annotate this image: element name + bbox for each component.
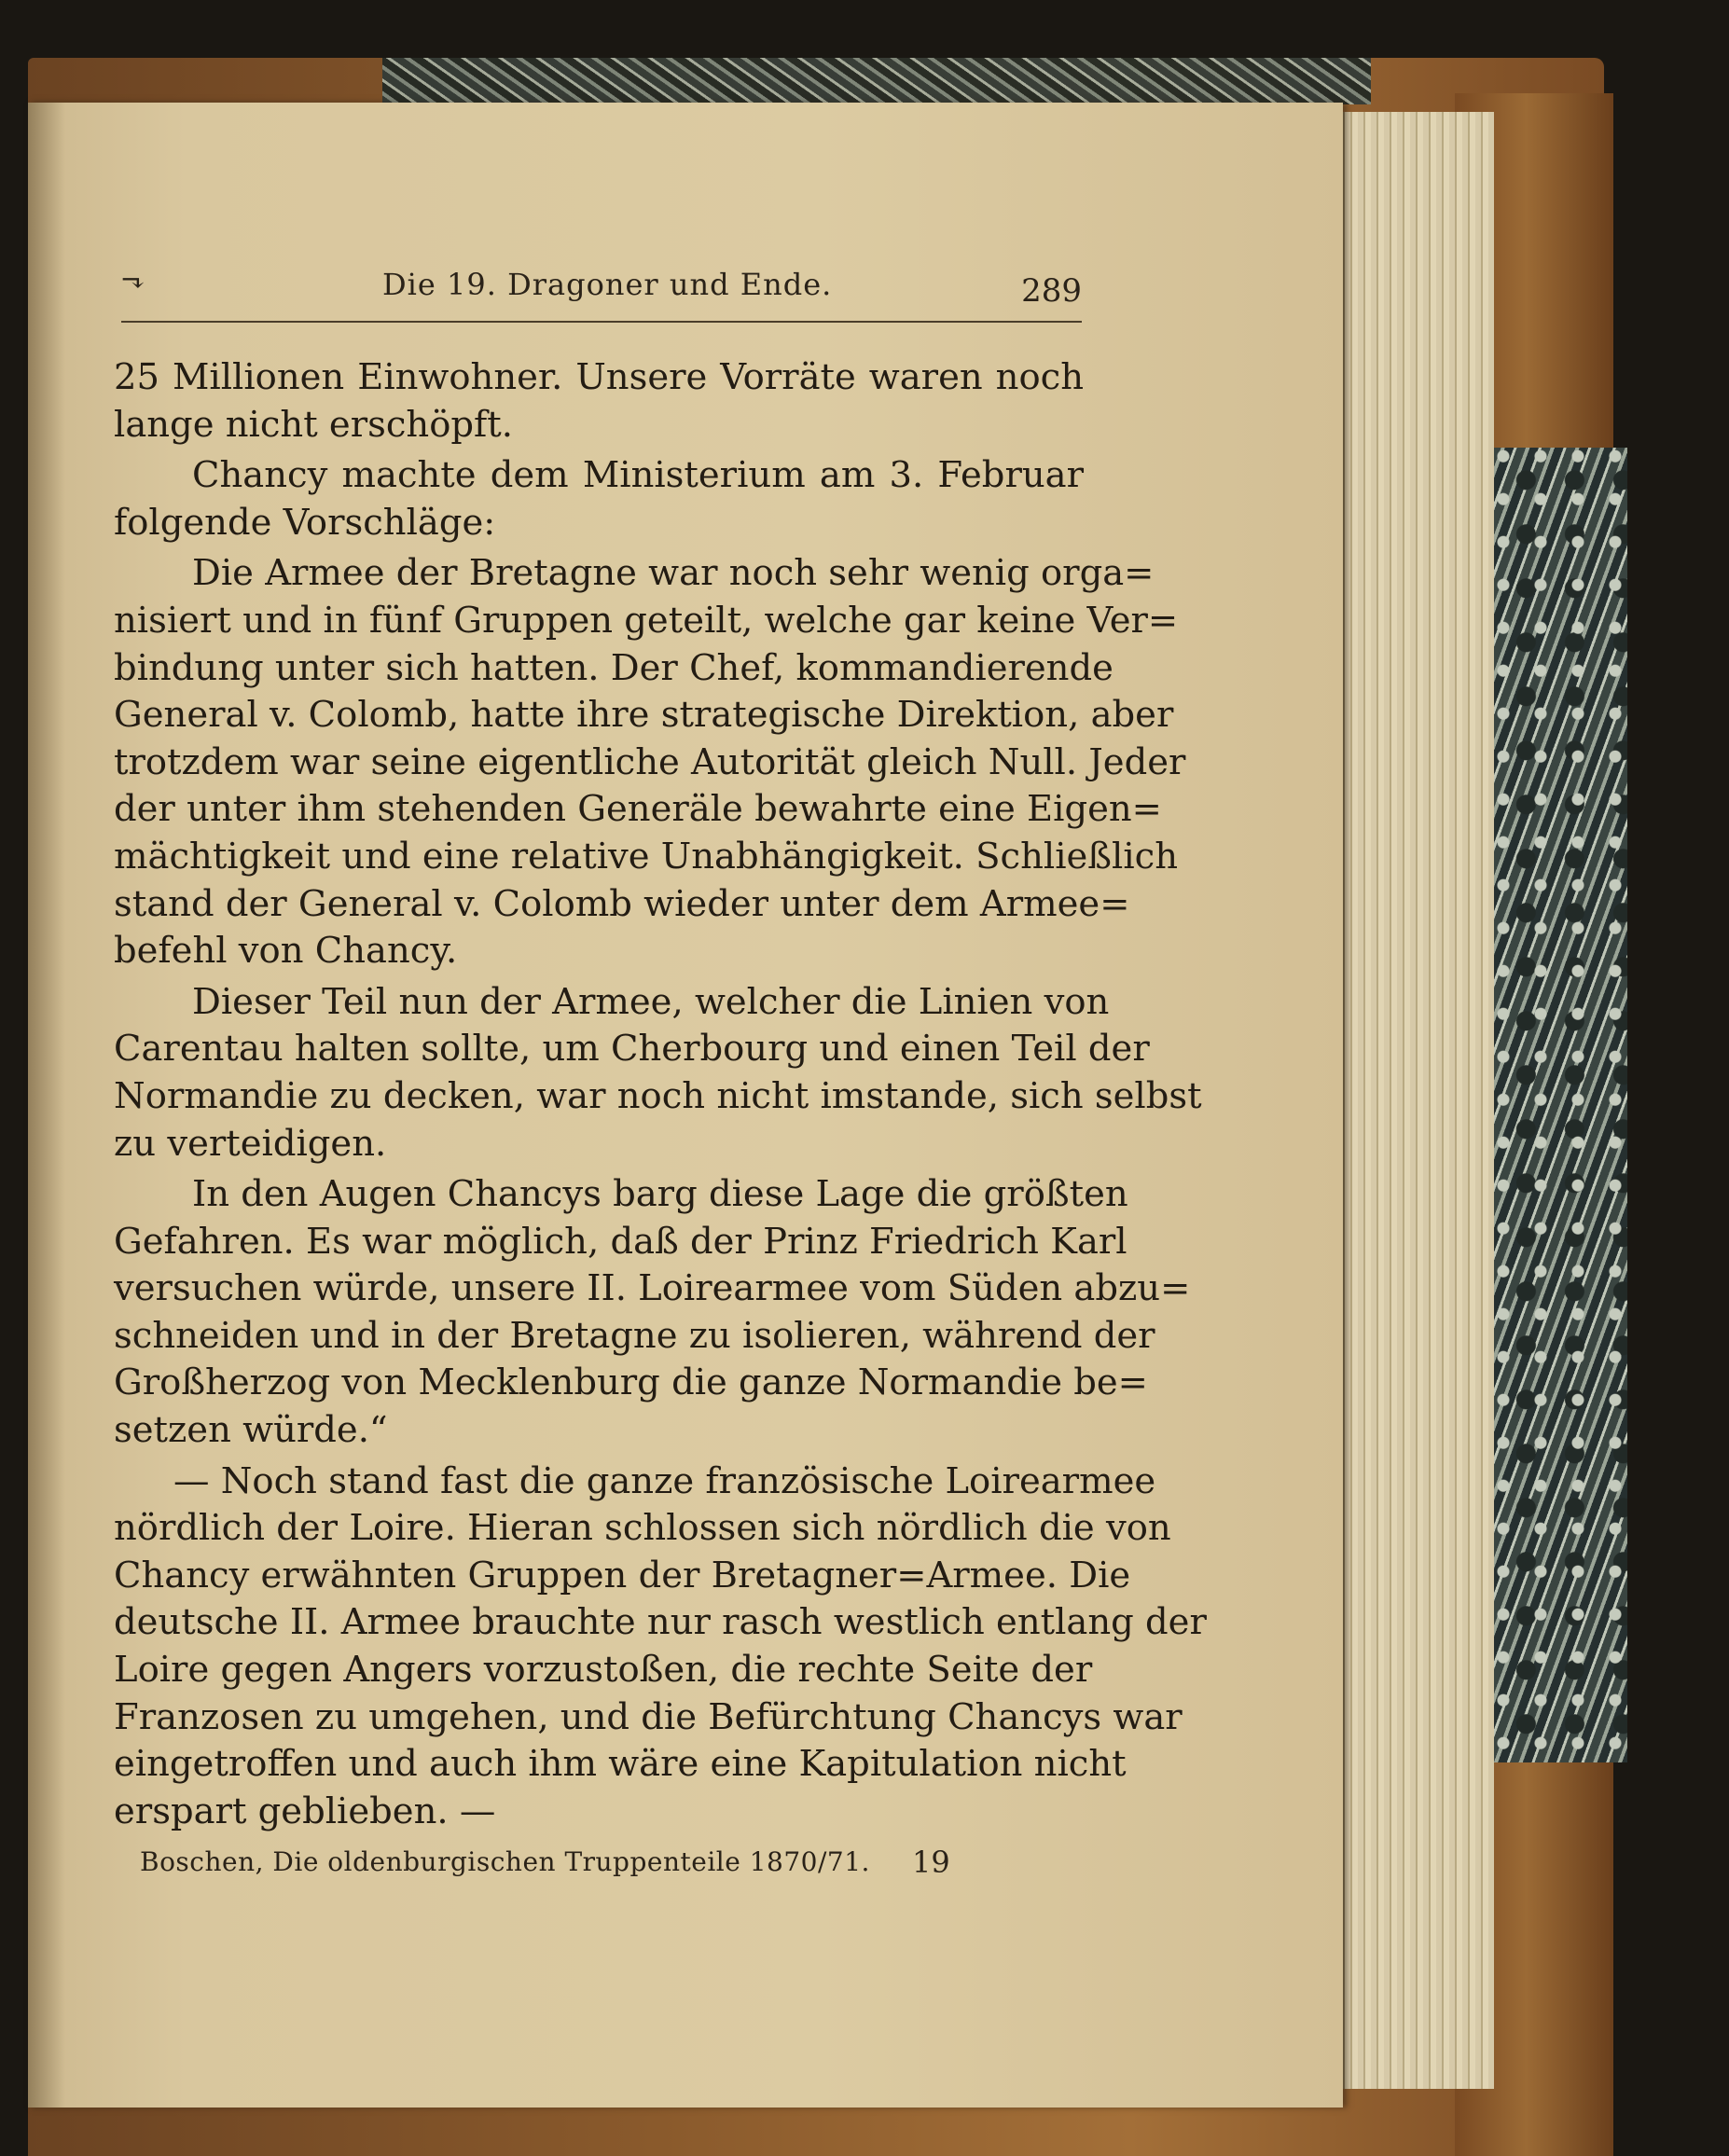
text-line: der unter ihm stehenden Generäle bewahrte eine Eigen= [114,788,1162,831]
paragraph [114,979,1202,1168]
text-line: Carentau halten sollte, um Cherbourg und einen Teil der [114,1028,1150,1071]
signature-mark: 19 [912,1845,950,1880]
text-line: Gefahren. Es war möglich, daß der Prinz Friedrich Karl [114,1220,1127,1263]
text-line: Chancy machte dem Ministerium am 3. Februar [192,454,1084,497]
page-gutter-shadow [28,103,65,2108]
text-line: Großherzog von Mecklenburg die ganze Normandie be= [114,1361,1148,1404]
text-line: erspart geblieben. — [114,1790,496,1832]
text-line: Die Armee der Bretagne war noch sehr wenig orga= [192,552,1155,595]
text-line: bindung unter sich hatten. Der Chef, kommandierende [114,646,1113,689]
text-line: befehl von Chancy. [114,930,458,973]
paragraph [114,550,1186,974]
text-line: zu verteidigen. [114,1122,387,1165]
text-line: deutsche II. Armee brauchte nur rasch westlich entlang der [114,1601,1207,1644]
text-line: Chancy erwähnten Gruppen der Bretagner=Armee. Die [114,1554,1131,1596]
header-title: Die 19. Dragoner und Ende. [382,267,833,302]
footer-text: Boschen, Die oldenburgischen Truppenteile 1870/71. [140,1846,870,1877]
text-line: lange nicht erschöpft. [114,403,513,446]
text-line: General v. Colomb, hatte ihre strategische Direktion, aber [114,694,1174,737]
marbled-endpaper-right [1492,448,1627,1762]
paragraph [114,1171,1191,1455]
marbled-endpaper-top [382,58,1371,104]
text-line: Normandie zu decken, war noch nicht imstande, sich selbst [114,1074,1202,1117]
text-line: schneiden und in der Bretagne zu isolieren, während der [114,1314,1155,1357]
text-line: — Noch stand fast die ganze französische Loirearmee [173,1459,1156,1502]
text-line: Loire gegen Angers vorzustoßen, die rechte Seite der [114,1649,1093,1692]
text-line: stand der General v. Colomb wieder unter dem Armee= [114,882,1130,925]
text-line: eingetroffen und auch ihm wäre eine Kapitulation nicht [114,1743,1127,1786]
body-text [114,354,1207,1835]
paragraph [114,1458,1207,1836]
page-number: 289 [1021,272,1082,310]
text-line: nisiert und in fünf Gruppen geteilt, welche gar keine Ver= [114,599,1179,642]
text-line: Dieser Teil nun der Armee, welcher die Linien von [192,980,1110,1023]
text-line: setzen würde.“ [114,1409,388,1452]
header-rule [121,321,1082,323]
text-line: 25 Millionen Einwohner. Unsere Vorräte waren noch [114,356,1084,398]
text-line: trotzdem war seine eigentliche Autorität gleich Null. Jeder [114,740,1186,783]
paragraph [114,452,1084,546]
page-edges [1343,112,1494,2089]
text-line: In den Augen Chancys barg diese Lage die größten [192,1173,1128,1216]
page-footer [140,1846,979,1887]
text-line: folgende Vorschläge: [114,501,496,544]
text-line: versuchen würde, unsere II. Loirearmee vom Süden abzu= [114,1267,1191,1310]
text-line: mächtigkeit und eine relative Unabhängigkeit. Schließlich [114,835,1178,878]
text-line: Franzosen zu umgehen, und die Befürchtung Chancys war [114,1695,1183,1738]
text-line: nördlich der Loire. Hieran schlossen sich nördlich die von [114,1507,1171,1550]
paragraph [114,354,1084,449]
header-mark-icon: ⬎ [121,267,145,299]
running-header [121,259,1082,310]
